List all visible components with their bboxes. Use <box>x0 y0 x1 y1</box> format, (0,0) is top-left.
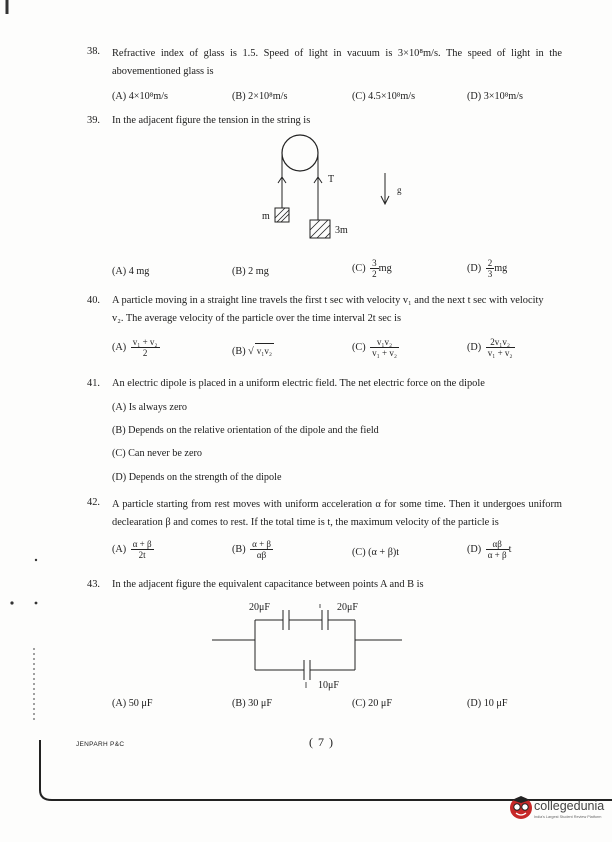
option-label: (C) <box>352 341 366 353</box>
page-number: ( 7 ) <box>309 735 334 749</box>
option-c: (C) 4.5×10⁸m/s <box>352 91 416 102</box>
unit: mg <box>494 262 508 274</box>
question-text: Refractive index of glass is 1.5. Speed of light in vacuum is 3×10⁸m/s. The speed of light in the abovementioned glass is <box>112 48 562 77</box>
question-number: 41. <box>87 378 100 389</box>
frac-num: 2v₁v₂ <box>486 337 515 348</box>
question-text-line-1: A particle moving in a straight line travels the first t sec with velocity v₁ and the next t sec with velocity <box>112 295 544 306</box>
option-b <box>232 539 273 560</box>
frac-num: v₁v₂ <box>370 337 399 348</box>
frac-den: 3 <box>487 269 493 279</box>
label-mass-3m: 3m <box>335 225 348 236</box>
watermark-tagline: India's Largest Student Review Platform <box>534 815 602 819</box>
option-c: (C) (α + β)t <box>352 547 400 558</box>
frac-num: v₁ + v₂ <box>132 337 158 347</box>
option-label: (D) <box>467 262 482 274</box>
option-a: (A) 50 μF <box>112 698 153 709</box>
label-tension: T <box>328 174 335 185</box>
collegedunia-logo-icon <box>508 795 534 821</box>
option-label: (C) <box>352 262 366 274</box>
question-text: In the adjacent figure the equivalent capacitance between points A and B is <box>112 579 424 590</box>
option-a <box>112 337 160 358</box>
option-b: (B) Depends on the relative orientation of the dipole and the field <box>112 425 379 436</box>
label-gravity: g <box>397 185 402 195</box>
option-b: (B) √ v₁v₂ <box>232 343 274 359</box>
pulley-wheel <box>282 135 318 171</box>
label-mass-m: m <box>262 211 270 222</box>
tension-arrow-right <box>314 177 322 188</box>
question-number: 40. <box>87 295 100 306</box>
option-c: (C) Can never be zero <box>112 448 202 459</box>
option-d: (D) 10 μF <box>467 698 508 709</box>
question-number: 39. <box>87 115 100 126</box>
question-text: In the adjacent figure the tension in the string is <box>112 115 311 126</box>
option-c: (C) 20 μF <box>352 698 392 709</box>
option-label: (A) <box>112 543 127 555</box>
option-d: (D) Depends on the strength of the dipole <box>112 472 282 483</box>
option-b: (B) 30 μF <box>232 698 272 709</box>
unit: t <box>508 543 512 555</box>
frac-den: v₁ + v₂ <box>372 348 397 358</box>
question-number: 43. <box>87 579 100 590</box>
option-label: (B) <box>232 346 246 357</box>
frac-den: v₁ + v₂ <box>487 348 513 358</box>
option-label: (D) <box>467 341 482 353</box>
frac-num: αβ <box>486 539 509 550</box>
frac-den: 2 <box>372 269 377 279</box>
footer-code: JENPARH P&C <box>76 741 125 748</box>
frac-den: 2 <box>142 348 148 358</box>
block-m <box>275 208 289 222</box>
label-c3: 10μF <box>318 680 339 691</box>
question-number: 38. <box>87 46 100 57</box>
tension-arrow-left <box>278 177 286 188</box>
option-a: (A) 4 mg <box>112 266 150 277</box>
option-d <box>467 258 507 279</box>
gravity-arrow <box>381 173 389 204</box>
question-text: A particle starting from rest moves with uniform acceleration α for some time. Then it undergoes uniform declearation β and comes to rest. If the total time is t, the maximum velocity of the particle is <box>112 499 562 528</box>
option-b: (B) 2×10⁸m/s <box>232 91 288 102</box>
option-a: (A) 4×10⁸m/s <box>112 91 168 102</box>
frac-den: 2t <box>138 550 146 560</box>
question-text: An electric dipole is placed in a uniform electric field. The net electric force on the dipole <box>112 378 485 389</box>
option-d <box>467 337 515 358</box>
option-c <box>352 337 399 358</box>
option-d <box>467 539 511 560</box>
capacitor-circuit <box>212 600 412 690</box>
option-d: (D) 3×10⁸m/s <box>467 91 523 102</box>
frac-num: 3 <box>372 258 377 268</box>
option-b: (B) 2 mg <box>232 266 269 277</box>
option-label: (A) <box>112 341 127 353</box>
label-c1: 20μF <box>249 602 270 613</box>
unit: mg <box>378 262 392 274</box>
frac-den: αβ <box>256 550 267 560</box>
radicand: v₁v₂ <box>255 343 274 358</box>
frac-num: α + β <box>252 539 272 549</box>
frac-num: α + β <box>132 539 152 549</box>
frac-num: 2 <box>487 258 493 268</box>
option-a <box>112 539 154 560</box>
question-number: 42. <box>87 497 100 508</box>
label-c2: 20μF <box>337 602 358 613</box>
question-text-line-2: v₂. The average velocity of the particle over the time interval 2t sec is <box>112 313 402 324</box>
watermark-brand: collegedunia <box>534 799 605 813</box>
frac-den: α + β <box>487 550 507 560</box>
option-c <box>352 258 392 279</box>
option-label: (D) <box>467 543 482 555</box>
option-a: (A) Is always zero <box>112 402 187 413</box>
option-label: (B) <box>232 543 246 555</box>
